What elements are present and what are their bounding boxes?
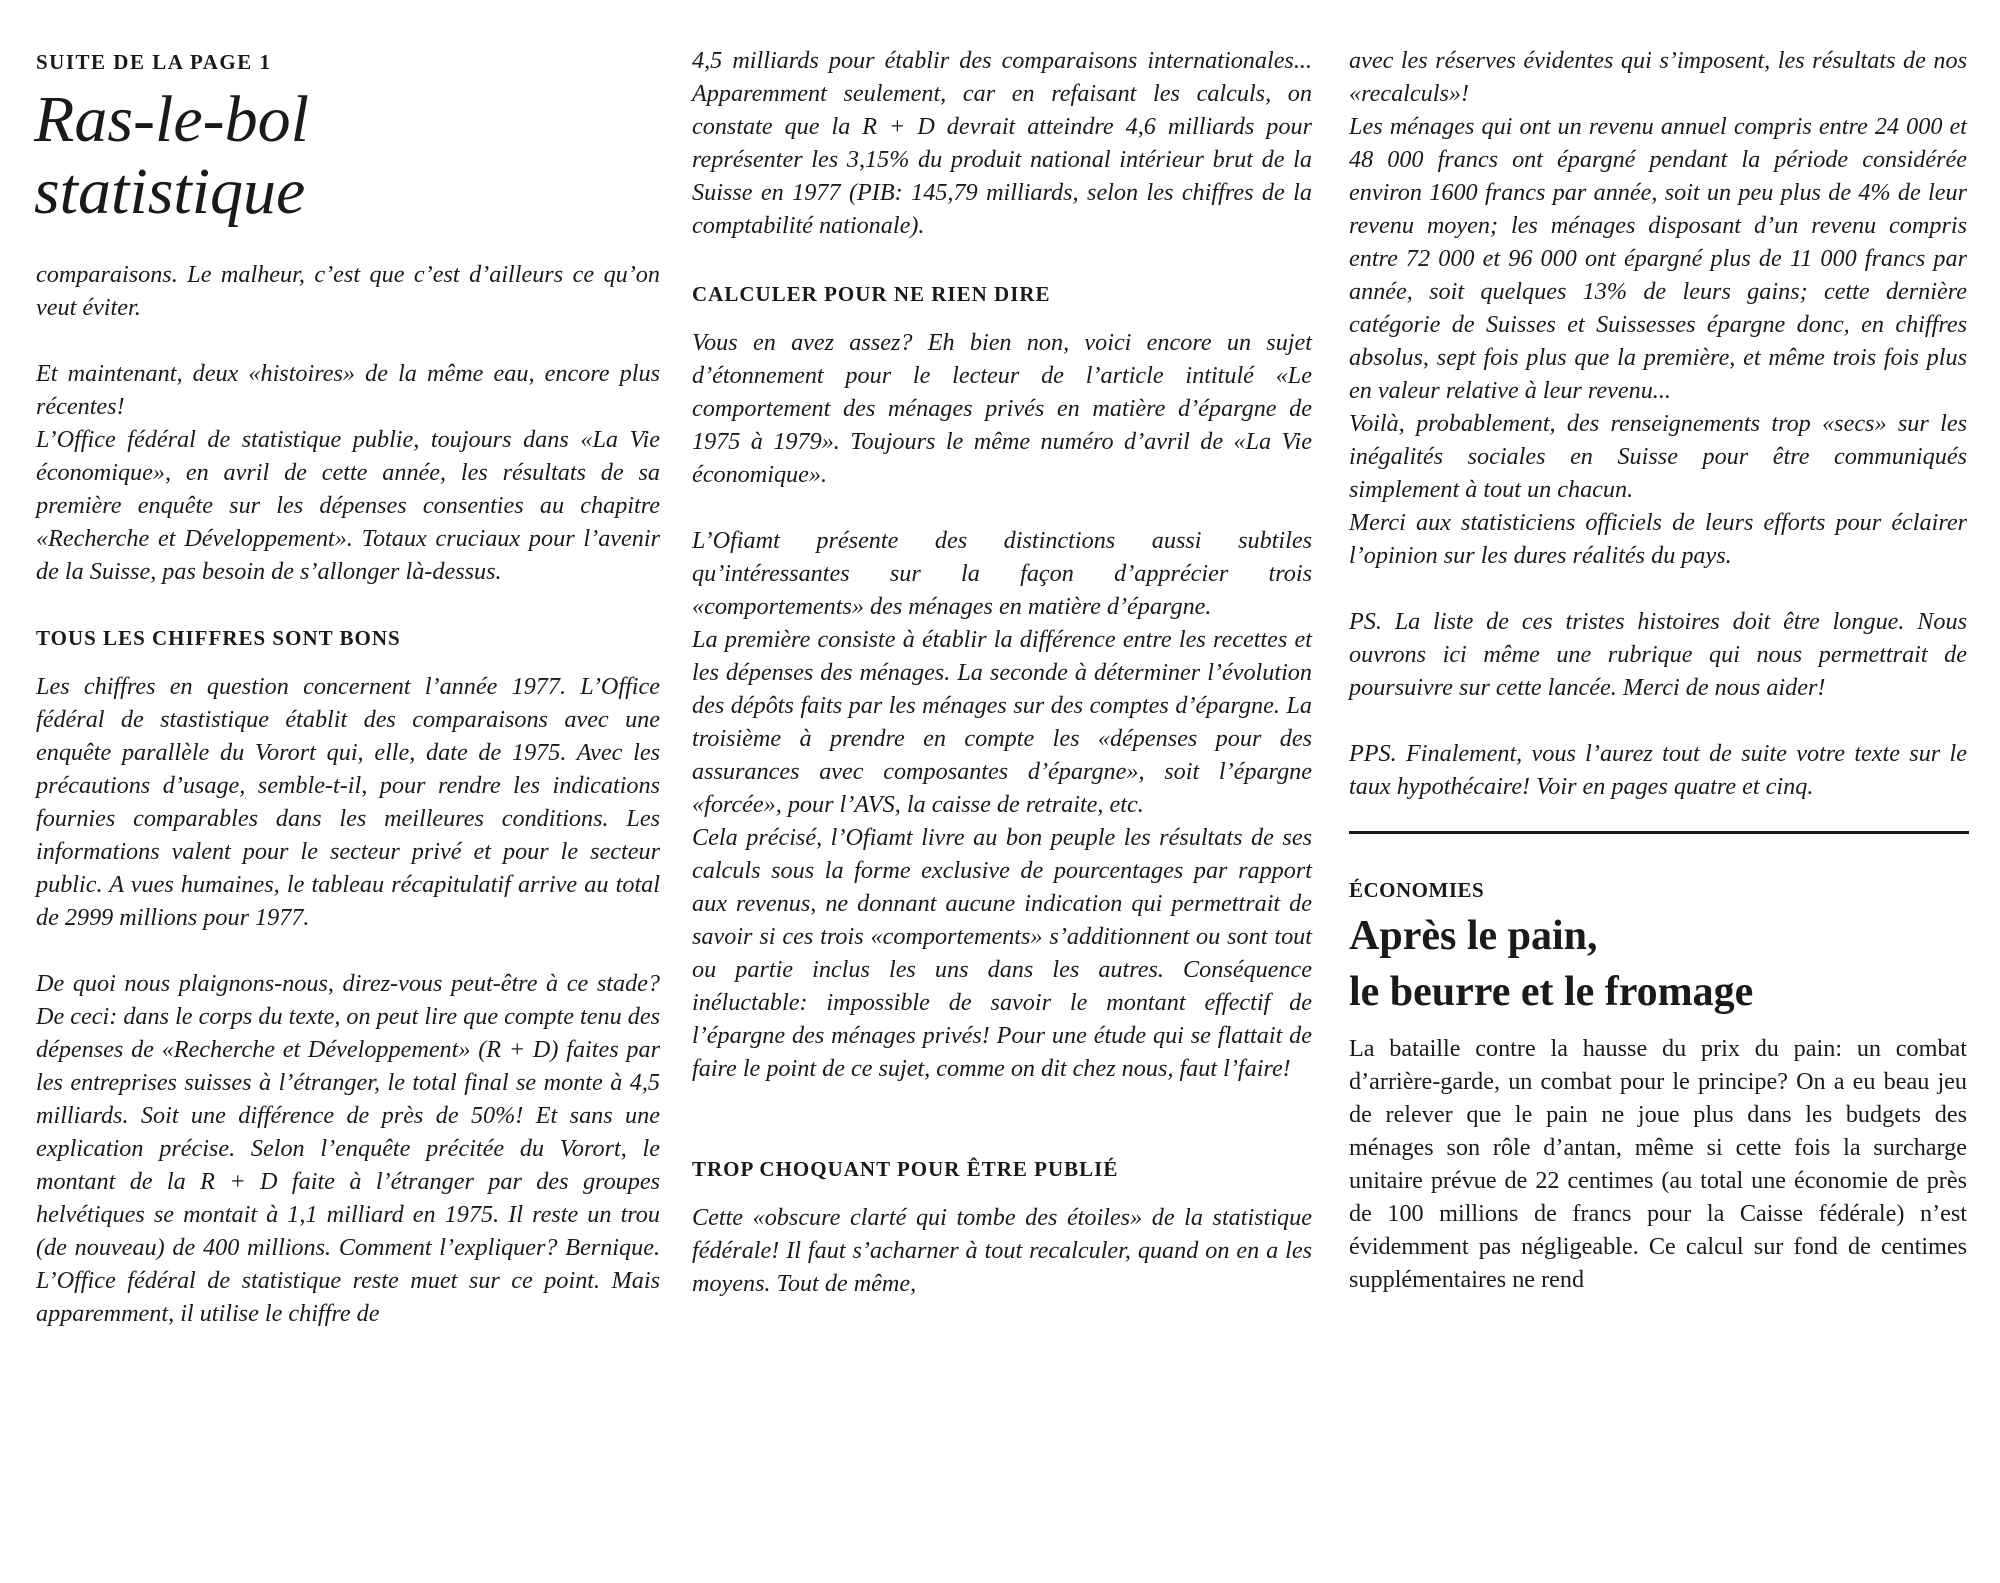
column-1 [36, 44, 660, 1330]
paragraph: Les chiffres en question concernent l’année 1977. L’Office fédéral de stastistique établit des comparaisons avec une enquête parallèle du Vorort qui, elle, date de 1975. Avec les précautions d’usage, semble-t-il, pour rendre les indications fournies comparables dans les meilleures conditions. Les informations valent pour le secteur privé et pour le secteur public. A vues humaines, le tableau récapitulatif arrive au total de 2999 millions pour 1977. [36, 673, 660, 931]
paragraph: avec les réserves évidentes qui s’imposent, les résultats de nos «recalculs»! [1349, 47, 1967, 107]
section-divider [1349, 831, 1969, 834]
paragraph: De quoi nous plaignons-nous, direz-vous peut-être à ce stade? De ceci: dans le corps du texte, on peut lire que compte tenu des dépenses de «Recherche et Développement» (R + D) faites par les entreprises suisses à l’étranger, le total final se monte à 4,5 milliards. Soit une différence de près de 50%! Et sans une explication précise. Selon l’enquête précitée du Vorort, le montant de la R + D faite à l’étranger par des groupes helvétiques se montait à 1,1 milliard en 1975. Il reste un trou (de nouveau) de 400 millions. Comment l’expliquer? Bernique. L’Office fédéral de statistique reste muet sur ce point. Mais apparemment, il utilise le chiffre de [36, 970, 660, 1327]
paragraph: L’Ofiamt présente des distinctions aussi subtiles qu’intéressantes sur la façon d’apprécier trois «comportements» des ménages en matière d’épargne. [692, 527, 1312, 620]
paragraph: PS. La liste de ces tristes histoires doit être longue. Nous ouvrons ici même une rubrique qui nous permettrait de poursuivre sur cette lancée. Merci de nous aider! [1349, 608, 1967, 701]
article-2-title-line-2: le beurre et le fromage [1349, 969, 1754, 1015]
paragraph: La bataille contre la hausse du prix du pain: un combat d’arrière-garde, un combat pour le principe? On a eu beau jeu de relever que le pain ne joue plus dans les budgets des ménages son rôle d’antan, même si cette fois la surcharge unitaire prévue de 22 centimes (au total une économie de près de 100 millions de francs pour la Caisse fédérale) n’est évidemment pas négligeable. Ce calcul sur fond de centimes supplémentaires ne rend [1349, 1035, 1967, 1293]
article-2-title-line-1: Après le pain, [1349, 913, 1598, 959]
paragraph: Cela précisé, l’Ofiamt livre au bon peuple les résultats de ses calculs sous la forme exclusive de pourcentages par rapport aux revenus, ne donnant aucune indication qui permettrait de savoir si ces trois «comportements» s’additionnent ou sont tout ou partie inclus les uns dans les autres. Conséquence inéluctable: impossible de savoir le montant effectif de l’épargne des ménages privés! Pour une étude qui se flattait de faire le point de ce sujet, comme on dit chez nous, faut l’faire! [692, 824, 1312, 1082]
paragraph: comparaisons. Le malheur, c’est que c’est d’ailleurs ce qu’on veut éviter. [36, 261, 660, 321]
subheading: TOUS LES CHIFFRES SONT BONS [36, 626, 401, 650]
article-title-line-2: statistique [34, 155, 306, 228]
article-title [34, 84, 660, 228]
subheading: CALCULER POUR NE RIEN DIRE [692, 282, 1051, 306]
continued-from-label: SUITE DE LA PAGE 1 [36, 50, 272, 74]
paragraph: Merci aux statisticiens officiels de leurs efforts pour éclairer l’opinion sur les dures réalités du pays. [1349, 509, 1967, 569]
column-2 [692, 44, 1312, 1300]
paragraph: La première consiste à établir la différence entre les recettes et les dépenses des ménages. La seconde à déterminer l’évolution des dépôts faits par les ménages sur des comptes d’épargne. La troisième à prendre en compte les «dépenses pour des assurances avec composantes d’épargne», soit l’épargne «forcée», pour l’AVS, la caisse de retraite, etc. [692, 626, 1312, 818]
section-label: ÉCONOMIES [1349, 878, 1485, 902]
paragraph: L’Office fédéral de statistique publie, toujours dans «La Vie économique», en avril de cette année, les résultats de sa première enquête sur les dépenses consenties au chapitre «Recherche et Développement». Totaux cruciaux pour l’avenir de la Suisse, pas besoin de s’allonger là-dessus. [36, 426, 660, 585]
column-3 [1349, 44, 1967, 1296]
article-2-title [1349, 908, 1967, 1020]
paragraph: Et maintenant, deux «histoires» de la même eau, encore plus récentes! [36, 360, 660, 420]
paragraph: Vous en avez assez? Eh bien non, voici encore un sujet d’étonnement pour le lecteur de l’article intitulé «Le comportement des ménages privés en matière d’épargne de 1975 à 1979». Toujours le même numéro d’avril de «La Vie économique». [692, 329, 1312, 488]
paragraph: Les ménages qui ont un revenu annuel compris entre 24 000 et 48 000 francs ont épargné pendant la période considérée environ 1600 francs par année, soit un peu plus de 4% de leur revenu moyen; les ménages disposant d’un revenu compris entre 72 000 et 96 000 ont épargné plus de 11 000 francs par année, soit quelques 13% de leurs gains; cette dernière catégorie de Suisses et Suissesses épargne donc, en chiffres absolus, sept fois plus que la première, et même trois fois plus en valeur relative à leur revenu... [1349, 113, 1967, 404]
paragraph: PPS. Finalement, vous l’aurez tout de suite votre texte sur le taux hypothécaire! Voir en pages quatre et cinq. [1349, 740, 1967, 800]
article-title-line-1: Ras-le-bol [34, 83, 309, 156]
paragraph: 4,5 milliards pour établir des comparaisons internationales... Apparemment seulement, car en refaisant les calculs, on constate que la R + D devrait atteindre 4,6 milliards pour représenter les 3,15% du produit national intérieur brut de la Suisse en 1977 (PIB: 145,79 milliards, selon les chiffres de la comptabilité nationale). [692, 47, 1312, 239]
subheading: TROP CHOQUANT POUR ÊTRE PUBLIÉ [692, 1157, 1119, 1181]
paragraph: Voilà, probablement, des renseignements trop «secs» sur les inégalités sociales en Suisse pour être communiqués simplement à tout un chacun. [1349, 410, 1967, 503]
paragraph: Cette «obscure clarté qui tombe des étoiles» de la statistique fédérale! Il faut s’acharner à tout recalculer, quand on en a les moyens. Tout de même, [692, 1204, 1312, 1297]
